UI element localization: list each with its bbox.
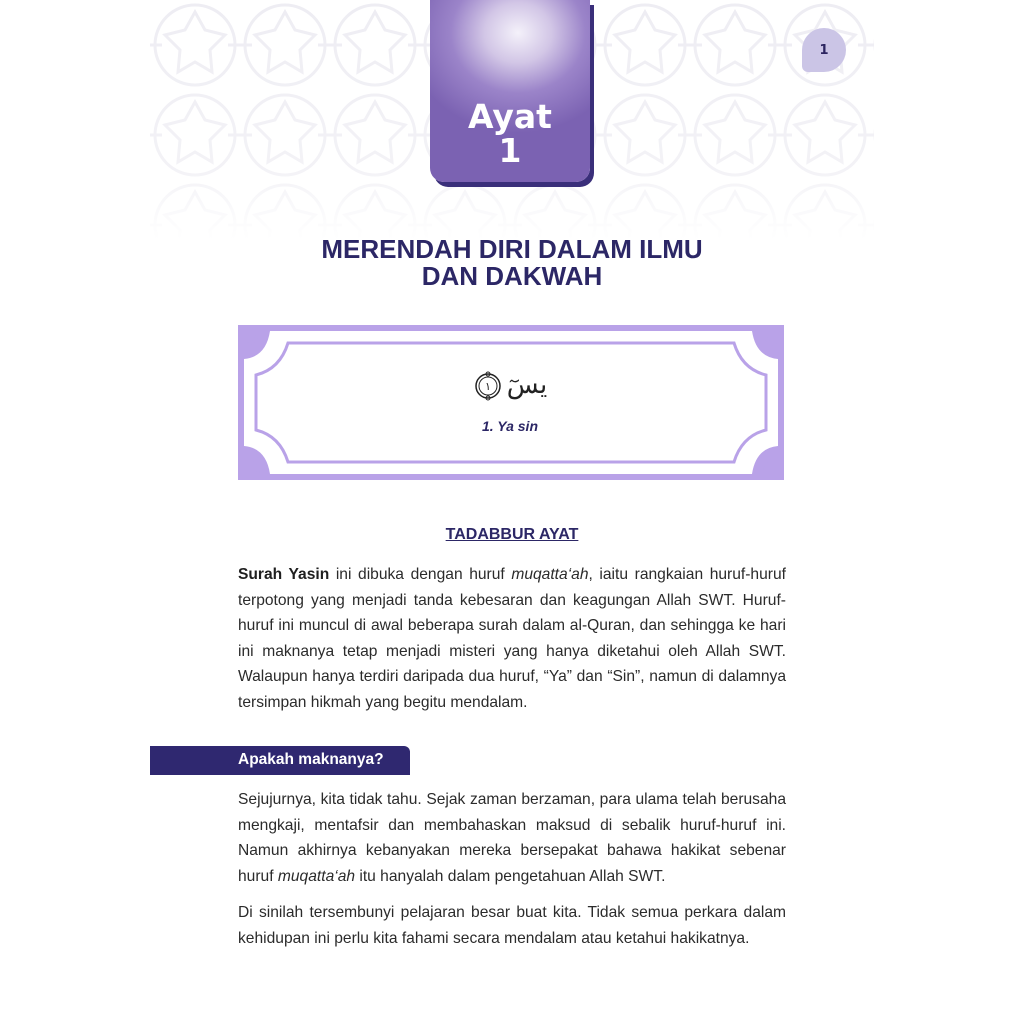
page-number: 1	[819, 42, 829, 58]
tadabbur-heading: TADABBUR AYAT	[445, 526, 579, 543]
verse-arabic-line	[240, 370, 780, 401]
book-page	[150, 0, 874, 1024]
makna-paragraph-1	[238, 787, 786, 889]
makna-heading-banner	[150, 746, 410, 775]
surah-name: Surah Yasin	[238, 566, 330, 583]
makna-heading: Apakah maknanya?	[238, 751, 384, 768]
page-title	[250, 236, 774, 290]
frame-white	[244, 331, 778, 474]
page-number-badge	[802, 28, 846, 72]
p2-text-a: Sejujurnya, kita tidak tahu. Sejak zaman berzaman, para ulama telah berusaha mengkaji, mentafsir dan membahaskan maksud di sebalik huruf-huruf ini. Namun akhirnya kebanyakan mereka bersepakat bahawa hakikat sebenar huruf	[238, 791, 786, 885]
title-line-2: DAN DAKWAH	[421, 261, 603, 291]
svg-text:١: ١	[484, 380, 491, 393]
ayat-number: 1	[498, 131, 522, 170]
ayat-word: Ayat	[468, 97, 552, 136]
verse-frame	[238, 325, 784, 480]
tadabbur-paragraph	[238, 562, 786, 716]
ayat-tab	[430, 0, 594, 188]
makna-paragraph-2: Di sinilah tersembunyi pelajaran besar buat kita. Tidak semua perkara dalam kehidupan ini perlu kita fahami secara mendalam atau ketahui hakikatnya.	[238, 904, 786, 947]
verse-translation: 1. Ya sin	[481, 418, 539, 434]
title-line-1: MERENDAH DIRI DALAM ILMU	[321, 234, 703, 264]
p1-text-a: ini dibuka dengan huruf	[329, 566, 512, 583]
ayah-end-marker-icon	[473, 371, 503, 401]
p2-term: muqatta‘ah	[277, 867, 356, 885]
verse-arabic: يسٓ	[506, 370, 548, 400]
p1-text-b: , iaitu rangkaian huruf-huruf terpotong yang menjadi tanda kebesaran dan keagungan Allah SWT. Huruf-huruf ini muncul di awal beberapa surah dalam al-Quran, dan sehingga ke hari ini maknanya tetap menjadi misteri yang hanya diketahui oleh Allah SWT. Walaupun hanya terdiri daripada dua huruf, “Ya” dan “Sin”, namun di dalamnya tersimpan hikmah yang begitu mendalam.	[238, 566, 786, 711]
p1-term: muqatta‘ah	[511, 566, 589, 583]
p2-text-b: itu hanyalah dalam pengetahuan Allah SWT.	[355, 867, 666, 885]
ayat-label	[430, 97, 590, 170]
ayat-tab-box	[430, 0, 590, 182]
